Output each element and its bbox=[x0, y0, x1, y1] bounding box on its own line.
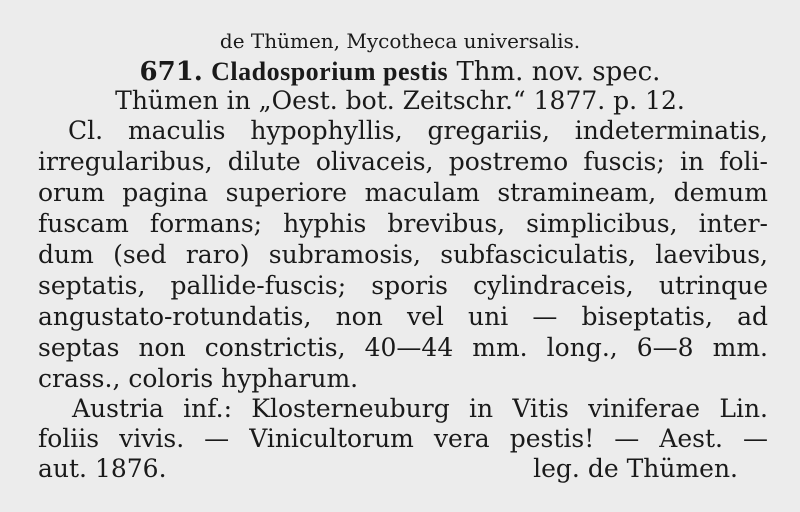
species-title bbox=[0, 59, 800, 85]
species-name: Cladosporium pestis bbox=[211, 57, 449, 86]
description-line: dum (sed raro) subramosis, subfasciculatis, laevibus, bbox=[38, 240, 768, 269]
description-line: angustato-rotundatis, non vel uni — biseptatis, ad bbox=[38, 302, 768, 331]
locality-line: foliis vivis. — Vinicultorum vera pestis! — Aest. — bbox=[38, 424, 768, 453]
description-line: Cl. maculis hypophyllis, gregariis, indeterminatis, bbox=[68, 116, 768, 145]
description-line: septas non constrictis, 40—44 mm. long., 6—8 mm. bbox=[38, 333, 768, 362]
description-line: septatis, pallide-fuscis; sporis cylindraceis, utrinque bbox=[38, 271, 768, 300]
author-note: Thm. nov. spec. bbox=[456, 57, 661, 87]
collection-date: aut. 1876. bbox=[38, 454, 167, 483]
specimen-number: 671. bbox=[139, 57, 203, 87]
locality-line: Austria inf.: Klosterneuburg in Vitis viniferae Lin. bbox=[72, 394, 768, 423]
collector: leg. de Thümen. bbox=[533, 454, 738, 483]
description-line: irregularibus, dilute olivaceis, postremo fuscis; in foli- bbox=[38, 147, 768, 176]
description-line: crass., coloris hypharum. bbox=[38, 364, 359, 393]
citation: Thümen in „Oest. bot. Zeitschr.“ 1877. p. 12. bbox=[115, 86, 685, 115]
header: de Thümen, Mycotheca universalis. bbox=[219, 29, 581, 53]
description-line: fuscam formans; hyphis brevibus, simplicibus, inter- bbox=[38, 209, 768, 238]
description-line: orum pagina superiore maculam stramineam, demum bbox=[38, 178, 768, 207]
